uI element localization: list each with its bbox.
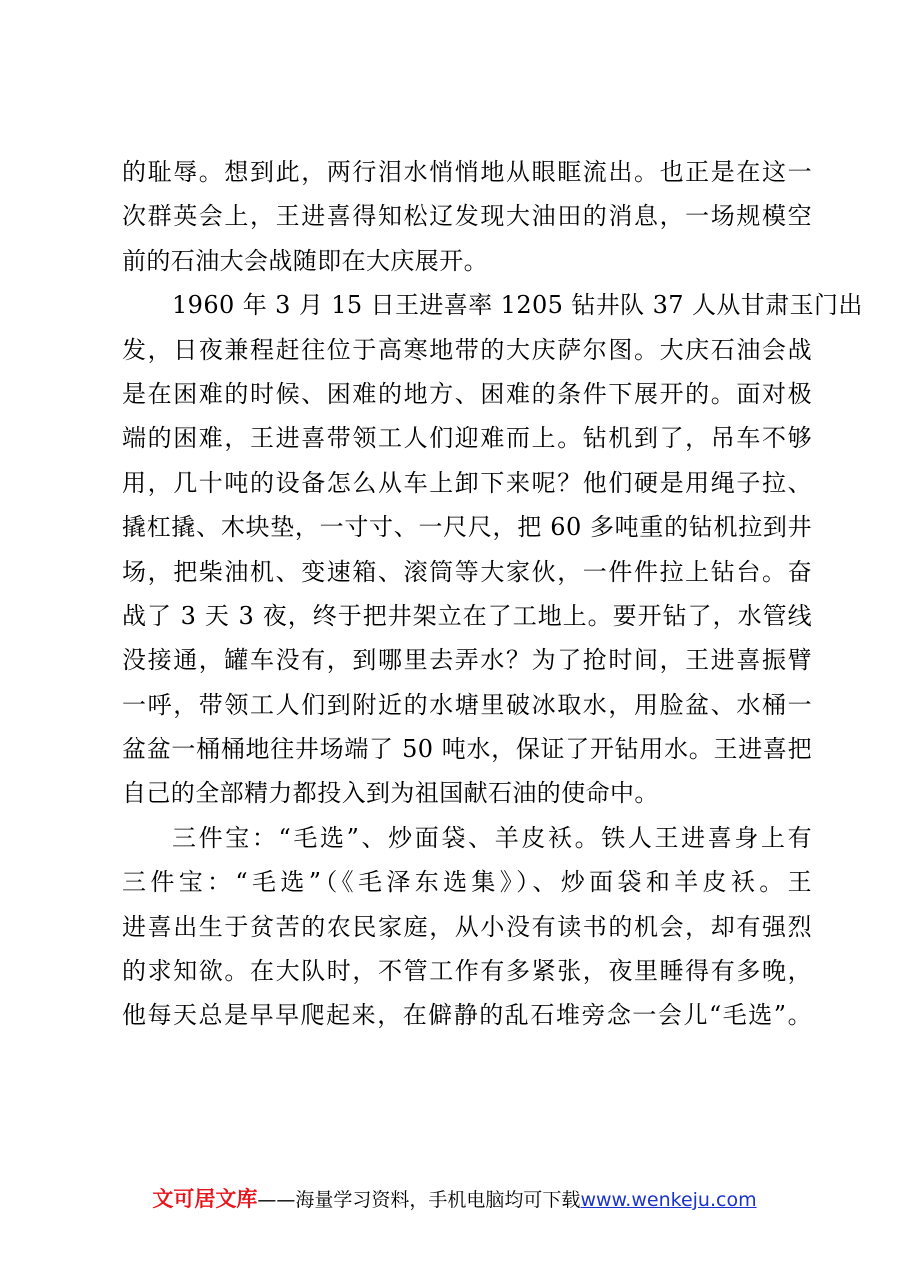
footer-banner — [0, 1183, 909, 1213]
text-line: 自己的全部精力都投入到为祖国献石油的使命中。 — [122, 779, 659, 808]
text-line: 的耻辱。想到此，两行泪水悄悄地从眼眶流出。也正是在这一 — [122, 158, 812, 186]
text-line: 进喜出生于贫苦的农民家庭，从小没有读书的机会，却有强烈 — [122, 912, 812, 941]
footer-brand: 文可居文库 — [152, 1187, 258, 1211]
text-line: 他每天总是早早爬起来，在僻静的乱石堆旁念一会儿“毛选”。 — [122, 1001, 812, 1030]
text-line: 盆盆一桶桶地往井场端了 50 吨水，保证了开钻用水。王进喜把 — [122, 735, 812, 764]
paragraph-1 — [122, 150, 812, 283]
footer-slogan: ——海量学习资料，手机电脑均可下载 — [257, 1189, 581, 1211]
text-line: 场，把柴油机、变速箱、滚筒等大家伙，一件件拉上钻台。奋 — [122, 557, 812, 586]
paragraph-2 — [122, 283, 863, 816]
body-text — [122, 150, 863, 1038]
text-line: 发，日夜兼程赶往位于高寒地带的大庆萨尔图。大庆石油会战 — [122, 335, 812, 364]
text-line: 的求知欲。在大队时，不管工作有多紧张，夜里睡得有多晚， — [122, 957, 812, 986]
text-line: 前的石油大会战随即在大庆展开。 — [122, 246, 488, 275]
text-line: 次群英会上，王进喜得知松辽发现大油田的消息，一场规模空 — [122, 202, 812, 231]
paragraph-3 — [122, 816, 812, 1038]
text-line: 没接通，罐车没有，到哪里去弄水？为了抢时间，王进喜振臂 — [122, 646, 812, 675]
text-line: 端的困难，王进喜带领工人们迎难而上。钻机到了，吊车不够 — [122, 424, 812, 453]
text-line: 三件宝：“毛选”（《毛泽东选集》）、炒面袋和羊皮袄。王 — [122, 868, 812, 897]
text-line: 战了 3 天 3 夜，终于把井架立在了工地上。要开钻了，水管线 — [122, 601, 812, 630]
text-line: 1960 年 3 月 15 日王进喜率 1205 钻井队 37 人从甘肃玉门出 — [172, 291, 863, 320]
text-line: 用，几十吨的设备怎么从车上卸下来呢？他们硬是用绳子拉、 — [122, 468, 812, 497]
footer-url-link[interactable]: www.wenkeju.com — [580, 1189, 757, 1211]
text-line: 是在困难的时候、困难的地方、困难的条件下展开的。面对极 — [122, 379, 812, 408]
text-line: 撬杠撬、木块垫，一寸寸、一尺尺，把 60 多吨重的钻机拉到井 — [122, 513, 812, 542]
text-line: 三件宝：“毛选”、炒面袋、羊皮袄。铁人王进喜身上有 — [172, 823, 812, 852]
text-line: 一呼，带领工人们到附近的水塘里破冰取水，用脸盆、水桶一 — [122, 690, 812, 719]
